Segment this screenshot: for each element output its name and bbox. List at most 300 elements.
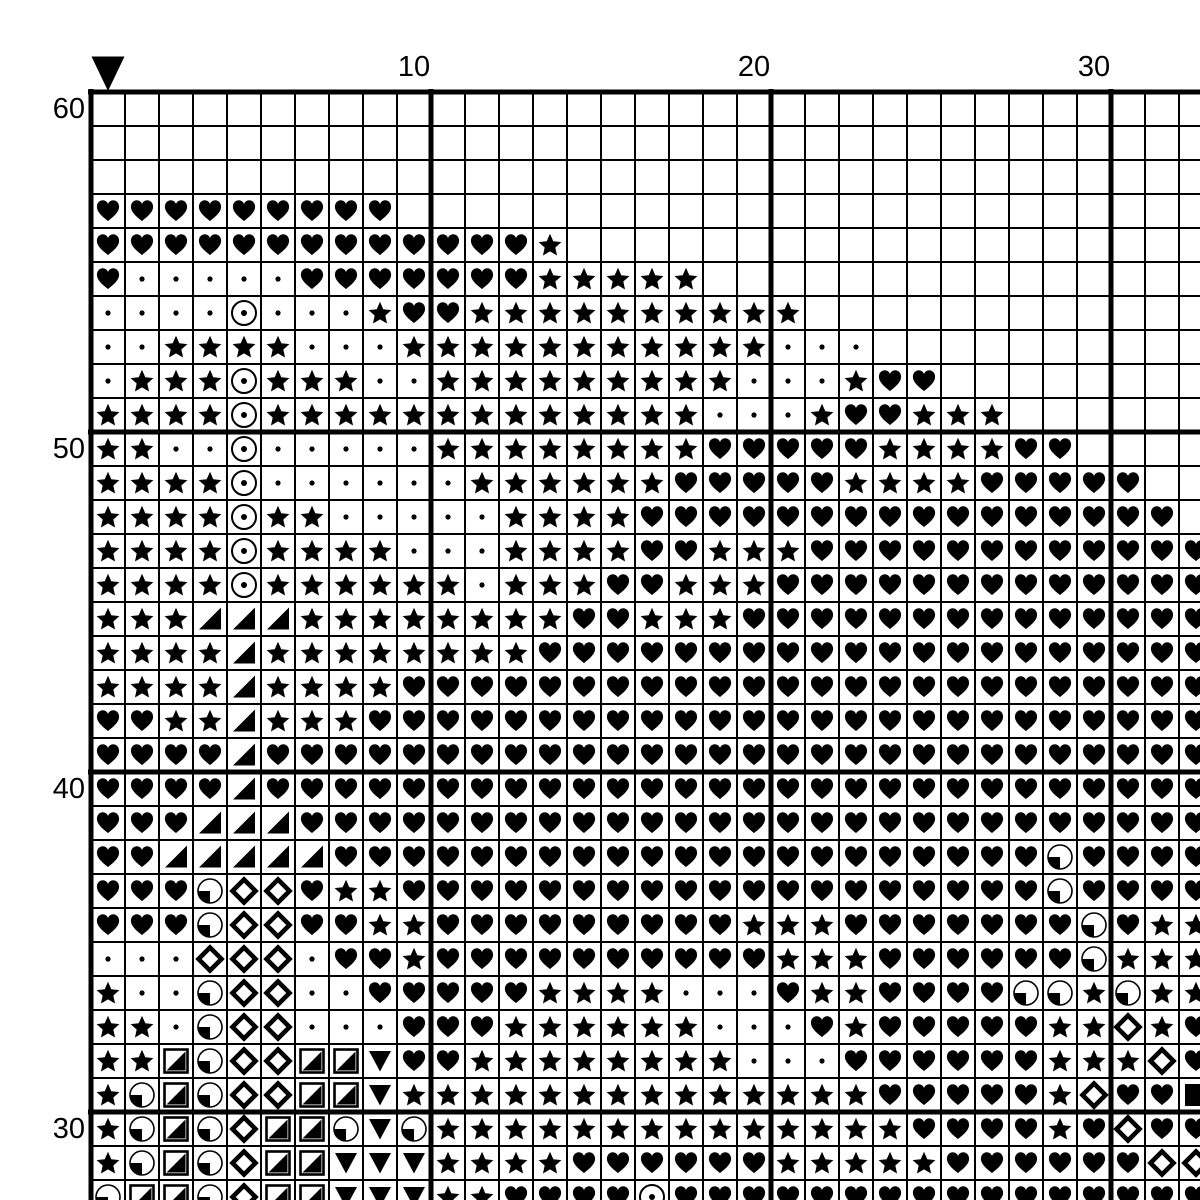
stitch-heart-icon xyxy=(777,710,799,731)
stitch-heart-icon xyxy=(743,812,765,833)
stitch-heart-icon xyxy=(675,914,697,935)
stitch-star-icon xyxy=(267,676,290,698)
stitch-heart-icon xyxy=(743,608,765,629)
stitch-heart-icon xyxy=(981,982,1003,1003)
stitch-circle-quarter-lower-left-icon xyxy=(402,1117,426,1141)
stitch-circle-quarter-lower-left-icon xyxy=(198,1117,222,1141)
stitch-star-icon xyxy=(199,710,222,732)
stitch-heart-icon xyxy=(539,676,561,697)
stitch-star-icon xyxy=(573,404,596,426)
stitch-heart-icon xyxy=(1015,710,1037,731)
stitch-triangle-lower-right-icon xyxy=(199,812,221,834)
stitch-dot-icon xyxy=(411,480,416,485)
stitch-star-icon xyxy=(743,1084,766,1106)
stitch-triangle-lower-right-icon xyxy=(301,846,323,868)
stitch-star-icon xyxy=(641,336,664,358)
stitch-diamond-outline-icon xyxy=(1151,1152,1174,1175)
stitch-star-icon xyxy=(913,472,936,494)
stitch-star-icon xyxy=(641,1016,664,1038)
stitch-dot-icon xyxy=(173,990,178,995)
stitch-triangle-lower-right-icon xyxy=(233,608,255,630)
stitch-diamond-outline-icon xyxy=(267,1050,290,1073)
stitch-star-icon xyxy=(1151,982,1174,1004)
stitch-heart-icon xyxy=(1049,574,1071,595)
stitch-heart-icon xyxy=(1117,744,1139,765)
stitch-heart-icon xyxy=(1083,1186,1105,1200)
stitch-heart-icon xyxy=(777,744,799,765)
stitch-heart-icon xyxy=(913,370,935,391)
stitch-star-icon xyxy=(607,370,630,392)
stitch-star-icon xyxy=(845,1152,868,1174)
stitch-dot-icon xyxy=(479,548,484,553)
stitch-star-icon xyxy=(743,302,766,324)
stitch-heart-icon xyxy=(539,812,561,833)
stitch-star-icon xyxy=(641,472,664,494)
stitch-heart-icon xyxy=(845,914,867,935)
stitch-heart-icon xyxy=(641,574,663,595)
stitch-heart-icon xyxy=(131,846,153,867)
stitch-star-icon xyxy=(505,1084,528,1106)
stitch-star-icon xyxy=(913,438,936,460)
stitch-star-icon xyxy=(267,574,290,596)
stitch-heart-icon xyxy=(437,676,459,697)
stitch-star-icon xyxy=(471,608,494,630)
stitch-heart-icon xyxy=(777,506,799,527)
stitch-star-icon xyxy=(947,404,970,426)
stitch-heart-icon xyxy=(233,200,255,221)
stitch-heart-icon xyxy=(505,948,527,969)
stitch-star-icon xyxy=(165,336,188,358)
stitch-heart-icon xyxy=(675,506,697,527)
stitch-heart-icon xyxy=(403,268,425,289)
stitch-heart-icon xyxy=(437,948,459,969)
stitch-star-icon xyxy=(675,302,698,324)
stitch-star-icon xyxy=(505,438,528,460)
stitch-heart-icon xyxy=(267,234,289,255)
stitch-triangle-down-icon xyxy=(335,1187,357,1200)
stitch-heart-icon xyxy=(709,472,731,493)
stitch-heart-icon xyxy=(641,540,663,561)
stitch-star-icon xyxy=(709,302,732,324)
stitch-heart-icon xyxy=(981,948,1003,969)
stitch-star-icon xyxy=(777,1084,800,1106)
stitch-star-icon xyxy=(335,880,358,902)
stitch-heart-icon xyxy=(403,676,425,697)
stitch-heart-icon xyxy=(947,744,969,765)
stitch-heart-icon xyxy=(811,608,833,629)
stitch-diamond-outline-icon xyxy=(267,880,290,903)
stitch-dot-icon xyxy=(105,956,110,961)
stitch-star-icon xyxy=(913,1152,936,1174)
stitch-circle-quarter-lower-left-icon xyxy=(1048,879,1072,903)
stitch-square-half-lower-right-icon xyxy=(301,1084,324,1107)
stitch-heart-icon xyxy=(301,812,323,833)
stitch-heart-icon xyxy=(1117,676,1139,697)
stitch-heart-icon xyxy=(539,778,561,799)
stitch-heart-icon xyxy=(369,200,391,221)
stitch-star-icon xyxy=(573,268,596,290)
stitch-star-icon xyxy=(471,302,494,324)
stitch-dot-icon xyxy=(309,480,314,485)
stitch-star-icon xyxy=(539,1084,562,1106)
stitch-heart-icon xyxy=(131,710,153,731)
stitch-heart-icon xyxy=(947,1016,969,1037)
stitch-star-icon xyxy=(573,1084,596,1106)
stitch-triangle-lower-right-icon xyxy=(165,846,187,868)
stitch-heart-icon xyxy=(845,608,867,629)
stitch-heart-icon xyxy=(369,812,391,833)
stitch-heart-icon xyxy=(1049,710,1071,731)
stitch-star-icon xyxy=(1185,982,1200,1004)
stitch-star-icon xyxy=(131,438,154,460)
stitch-heart-icon xyxy=(1015,608,1037,629)
stitch-heart-icon xyxy=(879,914,901,935)
stitch-heart-icon xyxy=(879,1016,901,1037)
stitch-heart-icon xyxy=(335,744,357,765)
stitch-heart-icon xyxy=(1049,608,1071,629)
stitch-heart-icon xyxy=(981,574,1003,595)
stitch-circled-dot-icon xyxy=(232,539,256,563)
stitch-heart-icon xyxy=(131,234,153,255)
stitch-star-icon xyxy=(607,404,630,426)
stitch-heart-icon xyxy=(471,268,493,289)
stitch-heart-icon xyxy=(1049,472,1071,493)
stitch-star-icon xyxy=(335,710,358,732)
stitch-heart-icon xyxy=(1185,846,1200,867)
stitch-dot-icon xyxy=(445,480,450,485)
stitch-triangle-down-icon xyxy=(403,1153,425,1174)
stitch-dot-icon xyxy=(343,344,348,349)
stitch-star-icon xyxy=(1185,948,1200,970)
stitch-dot-icon xyxy=(819,378,824,383)
stitch-heart-icon xyxy=(1117,778,1139,799)
stitch-star-icon xyxy=(97,506,120,528)
stitch-heart-icon xyxy=(845,506,867,527)
stitch-heart-icon xyxy=(1083,744,1105,765)
stitch-star-icon xyxy=(845,948,868,970)
stitch-heart-icon xyxy=(981,880,1003,901)
stitch-dot-icon xyxy=(207,310,212,315)
stitch-star-icon xyxy=(437,608,460,630)
stitch-star-icon xyxy=(573,540,596,562)
stitch-heart-icon xyxy=(1185,710,1200,731)
stitch-star-icon xyxy=(1049,1016,1072,1038)
stitch-heart-icon xyxy=(1049,948,1071,969)
stitch-heart-icon xyxy=(505,1186,527,1200)
stitch-circle-quarter-lower-left-icon xyxy=(198,1083,222,1107)
stitch-star-icon xyxy=(131,472,154,494)
stitch-star-icon xyxy=(97,676,120,698)
stitch-heart-icon xyxy=(301,200,323,221)
stitch-heart-icon xyxy=(301,744,323,765)
stitch-dot-icon xyxy=(173,956,178,961)
stitch-dot-icon xyxy=(717,990,722,995)
stitch-star-icon xyxy=(607,1050,630,1072)
stitch-heart-icon xyxy=(845,642,867,663)
stitch-heart-icon xyxy=(879,642,901,663)
stitch-heart-icon xyxy=(879,778,901,799)
stitch-star-icon xyxy=(777,948,800,970)
stitch-heart-icon xyxy=(1117,472,1139,493)
stitch-square-half-lower-right-icon xyxy=(165,1186,188,1200)
stitch-star-icon xyxy=(709,574,732,596)
stitch-heart-icon xyxy=(505,914,527,935)
stitch-dot-icon xyxy=(377,446,382,451)
stitch-heart-icon xyxy=(845,1050,867,1071)
stitch-star-icon xyxy=(471,370,494,392)
stitch-dot-icon xyxy=(411,514,416,519)
stitch-star-icon xyxy=(573,1118,596,1140)
stitch-star-icon xyxy=(471,336,494,358)
stitch-heart-icon xyxy=(573,846,595,867)
stitch-heart-icon xyxy=(1083,472,1105,493)
stitch-dot-icon xyxy=(139,990,144,995)
stitch-dot-icon xyxy=(717,1024,722,1029)
stitch-heart-icon xyxy=(981,1016,1003,1037)
stitch-heart-icon xyxy=(913,982,935,1003)
stitch-triangle-down-icon xyxy=(369,1187,391,1200)
stitch-star-icon xyxy=(335,404,358,426)
stitch-star-icon xyxy=(641,1050,664,1072)
stitch-star-icon xyxy=(641,302,664,324)
stitch-square-half-lower-right-icon xyxy=(131,1186,154,1200)
stitch-diamond-outline-icon xyxy=(233,880,256,903)
stitch-heart-icon xyxy=(913,1118,935,1139)
stitch-heart-icon xyxy=(573,812,595,833)
stitch-heart-icon xyxy=(879,1084,901,1105)
stitch-heart-icon xyxy=(1185,1186,1200,1200)
stitch-star-icon xyxy=(539,540,562,562)
stitch-heart-icon xyxy=(709,948,731,969)
stitch-heart-icon xyxy=(743,880,765,901)
stitch-star-icon xyxy=(199,574,222,596)
stitch-diamond-outline-icon xyxy=(1083,1084,1106,1107)
stitch-star-icon xyxy=(437,1084,460,1106)
stitch-heart-icon xyxy=(471,1016,493,1037)
stitch-heart-icon xyxy=(1151,710,1173,731)
stitch-star-icon xyxy=(1049,1118,1072,1140)
stitch-dot-icon xyxy=(819,344,824,349)
stitch-heart-icon xyxy=(845,1186,867,1200)
stitch-circle-quarter-lower-left-icon xyxy=(198,1015,222,1039)
stitch-heart-icon xyxy=(1083,812,1105,833)
stitch-heart-icon xyxy=(1185,778,1200,799)
row-label-30: 30 xyxy=(52,1113,85,1145)
stitch-heart-icon xyxy=(573,642,595,663)
stitch-heart-icon xyxy=(1015,438,1037,459)
stitch-heart-icon xyxy=(641,778,663,799)
stitch-circled-dot-icon xyxy=(232,471,256,495)
stitch-heart-icon xyxy=(879,370,901,391)
stitch-heart-icon xyxy=(539,846,561,867)
stitch-heart-icon xyxy=(981,506,1003,527)
stitch-star-icon xyxy=(607,506,630,528)
stitch-star-icon xyxy=(131,676,154,698)
stitch-heart-icon xyxy=(709,1152,731,1173)
stitch-heart-icon xyxy=(913,608,935,629)
stitch-dot-icon xyxy=(105,344,110,349)
stitch-dot-icon xyxy=(207,446,212,451)
stitch-heart-icon xyxy=(233,234,255,255)
stitch-heart-icon xyxy=(131,200,153,221)
stitch-circled-dot-icon xyxy=(232,573,256,597)
stitch-heart-icon xyxy=(947,506,969,527)
stitch-heart-icon xyxy=(505,268,527,289)
stitch-heart-icon xyxy=(1117,540,1139,561)
stitch-star-icon xyxy=(301,608,324,630)
stitch-star-icon xyxy=(131,540,154,562)
stitch-star-icon xyxy=(505,642,528,664)
stitch-heart-icon xyxy=(675,880,697,901)
stitch-heart-icon xyxy=(947,846,969,867)
stitch-star-icon xyxy=(369,574,392,596)
stitch-star-icon xyxy=(301,404,324,426)
stitch-dot-icon xyxy=(105,310,110,315)
stitch-star-icon xyxy=(539,404,562,426)
row-label-60: 60 xyxy=(52,93,85,125)
stitch-star-icon xyxy=(505,370,528,392)
stitch-star-icon xyxy=(777,1118,800,1140)
stitch-star-icon xyxy=(471,472,494,494)
stitch-heart-icon xyxy=(573,1152,595,1173)
stitch-dot-icon xyxy=(445,514,450,519)
stitch-heart-icon xyxy=(607,676,629,697)
stitch-dot-icon xyxy=(207,276,212,281)
stitch-heart-icon xyxy=(913,948,935,969)
stitch-star-icon xyxy=(777,302,800,324)
stitch-star-icon xyxy=(675,370,698,392)
stitch-star-icon xyxy=(709,540,732,562)
stitch-star-icon xyxy=(573,1050,596,1072)
stitch-heart-icon xyxy=(505,710,527,731)
stitch-heart-icon xyxy=(1015,812,1037,833)
stitch-heart-icon xyxy=(811,880,833,901)
stitch-star-icon xyxy=(437,642,460,664)
stitch-star-icon xyxy=(1049,1084,1072,1106)
stitch-star-icon xyxy=(267,642,290,664)
stitch-heart-icon xyxy=(913,574,935,595)
stitch-dot-icon xyxy=(785,378,790,383)
stitch-heart-icon xyxy=(1049,1152,1071,1173)
stitch-star-icon xyxy=(403,608,426,630)
stitch-heart-icon xyxy=(641,846,663,867)
stitch-heart-icon xyxy=(301,914,323,935)
stitch-heart-icon xyxy=(335,268,357,289)
stitch-dot-icon xyxy=(751,1058,756,1063)
stitch-star-icon xyxy=(505,1152,528,1174)
stitch-diamond-outline-icon xyxy=(233,948,256,971)
stitch-star-icon xyxy=(777,540,800,562)
stitch-heart-icon xyxy=(641,880,663,901)
stitch-heart-icon xyxy=(675,1152,697,1173)
stitch-star-icon xyxy=(845,1084,868,1106)
stitch-diamond-outline-icon xyxy=(233,1016,256,1039)
stitch-heart-icon xyxy=(675,676,697,697)
stitch-star-icon xyxy=(131,608,154,630)
stitch-heart-icon xyxy=(743,778,765,799)
stitch-star-icon xyxy=(165,404,188,426)
stitch-diamond-outline-icon xyxy=(267,948,290,971)
stitch-circle-quarter-lower-left-icon xyxy=(1082,913,1106,937)
stitch-dot-icon xyxy=(139,344,144,349)
stitch-triangle-lower-right-icon xyxy=(233,710,255,732)
stitch-star-icon xyxy=(131,506,154,528)
stitch-heart-icon xyxy=(335,914,357,935)
stitch-heart-icon xyxy=(403,846,425,867)
stitch-heart-icon xyxy=(1083,1118,1105,1139)
stitch-heart-icon xyxy=(97,778,119,799)
stitch-dot-icon xyxy=(343,446,348,451)
stitch-heart-icon xyxy=(165,880,187,901)
stitch-dot-icon xyxy=(445,548,450,553)
stitch-dot-icon xyxy=(853,344,858,349)
stitch-star-icon xyxy=(437,1152,460,1174)
stitch-star-icon xyxy=(199,676,222,698)
stitch-square-half-lower-right-icon xyxy=(165,1118,188,1141)
stitch-star-icon xyxy=(607,472,630,494)
stitch-star-icon xyxy=(811,404,834,426)
stitch-star-icon xyxy=(845,370,868,392)
stitch-heart-icon xyxy=(437,812,459,833)
stitch-star-icon xyxy=(301,642,324,664)
stitch-heart-icon xyxy=(1185,642,1200,663)
stitch-heart-icon xyxy=(981,676,1003,697)
stitch-dot-icon xyxy=(751,990,756,995)
stitch-diamond-outline-icon xyxy=(233,1050,256,1073)
stitch-heart-icon xyxy=(607,574,629,595)
stitch-heart-icon xyxy=(165,200,187,221)
stitch-triangle-lower-right-icon xyxy=(267,812,289,834)
stitch-heart-icon xyxy=(369,710,391,731)
stitch-heart-icon xyxy=(1015,914,1037,935)
stitch-dot-icon xyxy=(377,1024,382,1029)
stitch-square-half-lower-right-icon xyxy=(301,1050,324,1073)
stitch-heart-icon xyxy=(403,1016,425,1037)
stitch-heart-icon xyxy=(845,744,867,765)
stitch-star-icon xyxy=(539,438,562,460)
stitch-heart-icon xyxy=(437,1016,459,1037)
stitch-star-icon xyxy=(573,438,596,460)
stitch-star-icon xyxy=(403,642,426,664)
stitch-star-icon xyxy=(879,438,902,460)
stitch-heart-icon xyxy=(947,778,969,799)
stitch-star-icon xyxy=(369,302,392,324)
stitch-dot-icon xyxy=(343,1024,348,1029)
stitch-star-icon xyxy=(709,336,732,358)
stitch-star-icon xyxy=(811,982,834,1004)
stitch-heart-icon xyxy=(1151,608,1173,629)
stitch-heart-icon xyxy=(607,914,629,935)
stitch-heart-icon xyxy=(811,574,833,595)
stitch-star-icon xyxy=(539,268,562,290)
stitch-heart-icon xyxy=(1083,540,1105,561)
stitch-star-icon xyxy=(471,1152,494,1174)
stitch-heart-icon xyxy=(97,812,119,833)
stitch-star-icon xyxy=(505,506,528,528)
row-label-40: 40 xyxy=(52,773,85,805)
stitch-heart-icon xyxy=(335,200,357,221)
stitch-heart-icon xyxy=(471,880,493,901)
stitch-dot-icon xyxy=(377,344,382,349)
stitch-heart-icon xyxy=(675,472,697,493)
stitch-heart-icon xyxy=(675,778,697,799)
stitch-heart-icon xyxy=(947,1084,969,1105)
stitch-heart-icon xyxy=(879,1186,901,1200)
stitch-heart-icon xyxy=(845,778,867,799)
stitch-heart-icon xyxy=(471,676,493,697)
stitch-star-icon xyxy=(369,540,392,562)
stitch-dot-icon xyxy=(751,412,756,417)
